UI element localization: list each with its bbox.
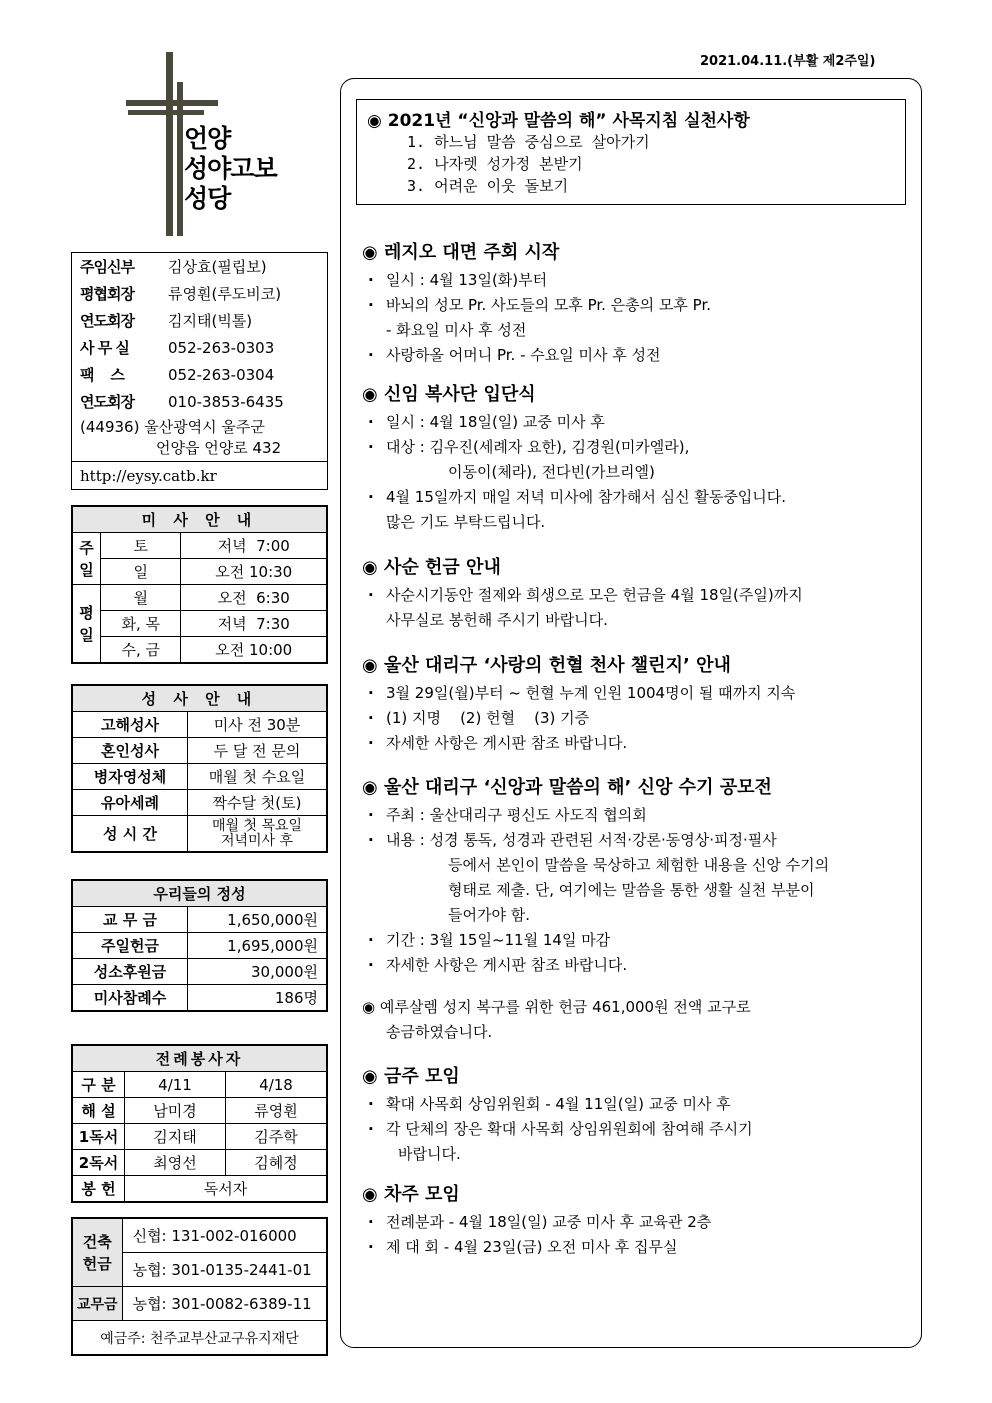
table-row: 주일헌금 1,695,000원 bbox=[73, 933, 327, 959]
offering-title: 우리들의 정성 bbox=[73, 881, 327, 907]
info-row: 연도회장 010-3853-6435 bbox=[80, 392, 284, 411]
table-row: 미사참례수 186명 bbox=[73, 985, 327, 1011]
address: (44936) 울산광역시 울주군 언양읍 언양로 432 bbox=[80, 418, 282, 457]
sacrament-table bbox=[71, 684, 328, 853]
table-row: 성소후원금 30,000원 bbox=[73, 959, 327, 985]
section-legio: ◉ 레지오 대면 주회 시작 · 일시 : 4월 13일(화)부터 · 바뇌의 성모 Pr. 사도들의 모후 Pr. 은총의 모후 Pr. - 화요일 미사 후 성전 · 사랑하올 어머니 Pr. - 수요일 미사 후 성전 bbox=[362, 238, 917, 368]
table-row: 평일 월 오전 6:30 bbox=[73, 585, 327, 611]
table-row: 건축헌금 신협: 131-002-016000 bbox=[73, 1219, 327, 1253]
table-row: 수, 금 오전 10:00 bbox=[73, 637, 327, 663]
parish-logo bbox=[120, 52, 290, 242]
bulletin-date: 2021.04.11.(부활 제2주일) bbox=[700, 54, 876, 69]
homepage-link[interactable]: http://eysy.catb.kr bbox=[72, 461, 327, 490]
table-row: 교 무 금 1,650,000원 bbox=[73, 907, 327, 933]
table-row: 해 설 남미경 류영훤 bbox=[73, 1098, 327, 1124]
servers-title: 전례봉사자 bbox=[73, 1046, 327, 1072]
table-row: 유아세례 짝수달 첫(토) bbox=[73, 790, 327, 816]
info-row: 연도회장 김지태(빅톨) bbox=[80, 312, 253, 330]
sacrament-title: 성 사 안 내 bbox=[73, 686, 327, 712]
weekday-label: 평일 bbox=[73, 585, 101, 663]
info-row: 평협회장 류영훤(루도비코) bbox=[80, 285, 282, 303]
list-item: 1. 하느님 말씀 중심으로 살아가기 bbox=[407, 133, 650, 151]
section-next-week-meetings: ◉ 차주 모임 · 전례분과 - 4월 18일(일) 교중 미사 후 교육관 2층 · 제 대 회 - 4월 23일(금) 오전 미사 후 집무실 bbox=[362, 1180, 917, 1260]
section-jerusalem-offering: ◉ 예루살렘 성지 복구를 위한 헌금 461,000원 전액 교구로 송금하였습니다. bbox=[362, 998, 751, 1041]
building-fund-label: 건축헌금 bbox=[73, 1219, 123, 1287]
table-row: 주일 토 저녁 7:00 bbox=[73, 533, 327, 559]
mass-title: 미 사 안 내 bbox=[73, 507, 327, 533]
table-row: 혼인성사 두 달 전 문의 bbox=[73, 738, 327, 764]
section-lent-offering: ◉ 사순 헌금 안내 · 사순시기동안 절제와 희생으로 모은 헌금을 4월 18일(주일)까지 사무실로 봉헌해 주시기 바랍니다. bbox=[362, 553, 917, 633]
table-row: 고해성사 미사 전 30분 bbox=[73, 712, 327, 738]
liturgy-servers-table bbox=[71, 1044, 328, 1203]
parish-info-box bbox=[71, 252, 328, 490]
section-this-week-meetings: ◉ 금주 모임 · 확대 사목회 상임위원회 - 4월 11일(일) 교중 미사 후 · 각 단체의 장은 확대 사목회 상임위원회에 참여해 주시기 바랍니다. bbox=[362, 1062, 917, 1167]
section-altar-servers: ◉ 신임 복사단 입단식 · 일시 : 4월 18일(일) 교중 미사 후 · 대상 : 김우진(세례자 요한), 김경원(미카엘라), 이동이(체라), 전다빈(가브리엘) · 4월 15일까지 매일 저녁 미사에 참가해서 심신 활동중입니다. 많은 기도 부탁드립니다. bbox=[362, 380, 917, 535]
mass-schedule-table bbox=[71, 505, 328, 664]
pastoral-guidelines-box bbox=[356, 99, 906, 205]
guidelines-title: ◉ 2021년 “신앙과 말씀의 해” 사목지침 실천사항 bbox=[367, 111, 750, 131]
bank-account-table bbox=[71, 1217, 328, 1356]
table-row: 일 오전 10:30 bbox=[73, 559, 327, 585]
list-item: 3. 어려운 이웃 돌보기 bbox=[407, 177, 569, 195]
section-essay-contest: ◉ 울산 대리구 ‘신앙과 말씀의 해’ 신앙 수기 공모전 · 주최 : 울산대리구 평신도 사도직 협의회 · 내용 : 성경 통독, 성경과 관련된 서적·강론·동영상·피정·필사 등에서 본인이 말씀을 묵상하고 체험한 내용을 신앙 수기의 형태로 제출. 단, 여기에는 말씀을 통한 생활 실천 부분이 들어가야 함. · 기간 : 3월 15일~11월 14일 마감 · 자세한 사항은 게시판 참조 바랍니다. bbox=[362, 773, 917, 978]
table-row: 예금주: 천주교부산교구유지재단 bbox=[73, 1321, 327, 1355]
list-item: 2. 나자렛 성가정 본받기 bbox=[407, 155, 583, 173]
table-row: 농협: 301-0135-2441-01 bbox=[73, 1253, 327, 1287]
table-row: 화, 목 저녁 7:30 bbox=[73, 611, 327, 637]
table-row: 구 분 4/11 4/18 bbox=[73, 1072, 327, 1098]
table-row: 1독서 김지태 김주학 bbox=[73, 1124, 327, 1150]
info-row: 사 무 실 052-263-0303 bbox=[80, 338, 275, 357]
table-row: 2독서 최영선 김혜정 bbox=[73, 1150, 327, 1176]
table-row: 성 시 간 매월 첫 목요일 저녁미사 후 bbox=[73, 816, 327, 852]
info-row: 팩 스 052-263-0304 bbox=[80, 365, 275, 384]
table-row: 병자영성체 매월 첫 수요일 bbox=[73, 764, 327, 790]
parish-name: 언양 성야고보 성당 bbox=[184, 124, 277, 213]
table-row: 봉 헌 독서자 bbox=[73, 1176, 327, 1202]
offering-table bbox=[71, 879, 328, 1012]
section-blood-donation: ◉ 울산 대리구 ‘사랑의 헌혈 천사 챌린지’ 안내 · 3월 29일(월)부터 ~ 헌혈 누계 인원 1004명이 될 때까지 지속 · (1) 지명 (2) 헌혈 (3) 기증 · 자세한 사항은 게시판 참조 바랍니다. bbox=[362, 651, 917, 756]
table-row: 교무금 농협: 301-0082-6389-11 bbox=[73, 1287, 327, 1321]
cross-icon bbox=[166, 52, 173, 236]
sunday-label: 주일 bbox=[73, 533, 101, 585]
info-row: 주임신부 김상효(필립보) bbox=[80, 258, 267, 276]
